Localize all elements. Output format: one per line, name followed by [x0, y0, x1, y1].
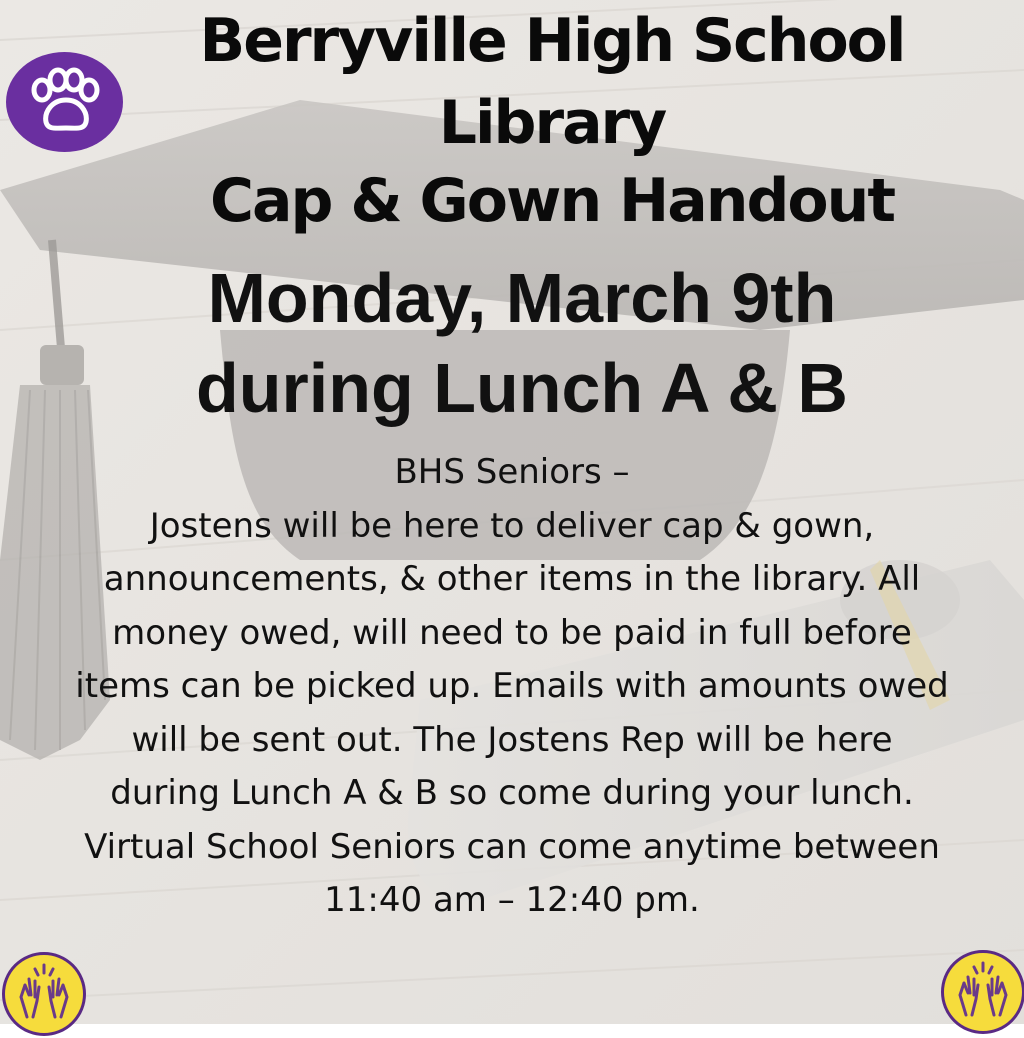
event-time: during Lunch A & B [196, 349, 848, 427]
school-name: Berryville High School [199, 6, 905, 76]
location-title: Library [438, 88, 666, 158]
raised-hands-icon [5, 955, 83, 1033]
hands-badge-right [941, 950, 1024, 1034]
body-line: money owed, will need to be paid in full before [112, 612, 912, 653]
body-line: Virtual School Seniors can come anytime between [84, 826, 940, 867]
body-line: items can be picked up. Emails with amounts owed [75, 666, 949, 706]
announcement-body [30, 446, 994, 928]
body-line: Jostens will be here to deliver cap & gown, [149, 505, 875, 546]
body-line: 11:40 am – 12:40 pm. [324, 880, 700, 920]
body-line: announcements, & other items in the library. All [103, 559, 921, 599]
body-line: during Lunch A & B so come during your lunch. [110, 773, 914, 813]
hands-badge-left [2, 952, 86, 1036]
raised-hands-icon [944, 953, 1022, 1031]
body-line: BHS Seniors – [394, 452, 630, 492]
body-line: will be sent out. The Jostens Rep will be here [131, 719, 893, 760]
event-date: Monday, March 9th [207, 259, 837, 337]
event-title: Cap & Gown Handout [209, 166, 895, 236]
